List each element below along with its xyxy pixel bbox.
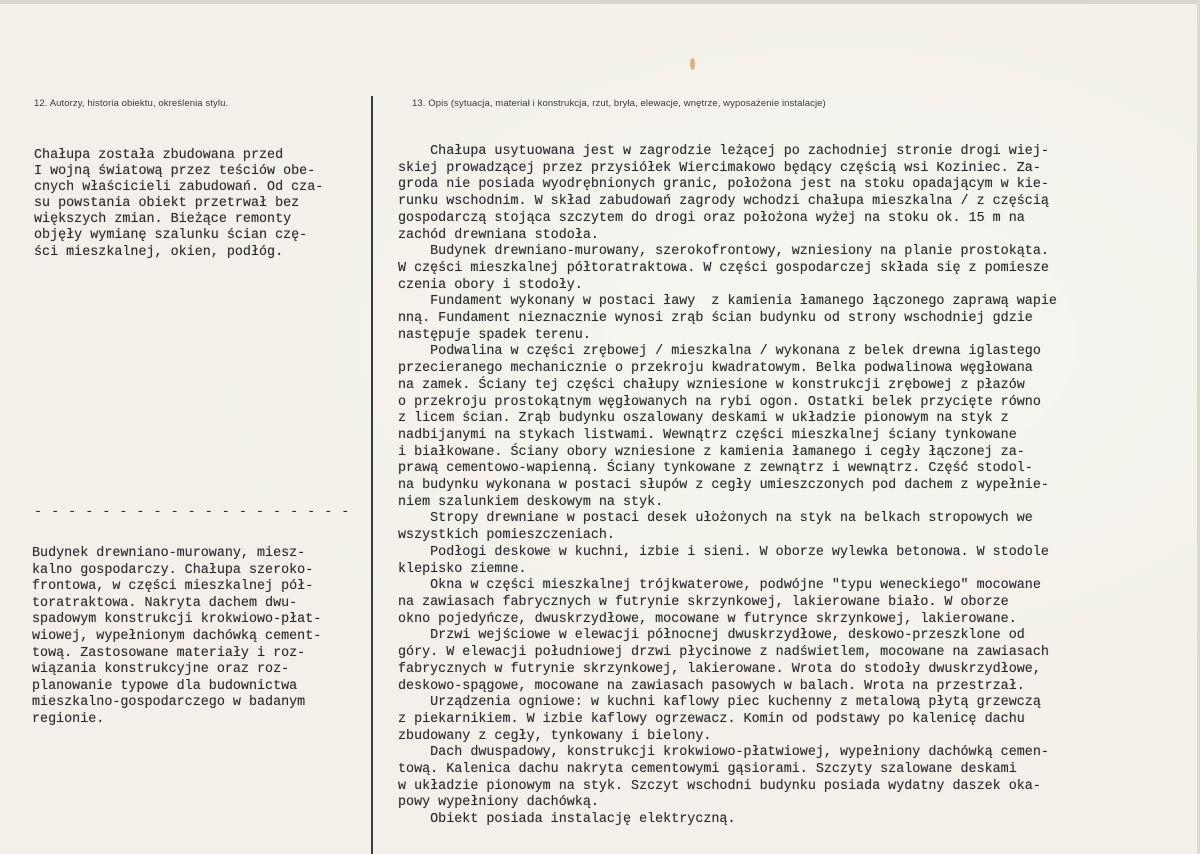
ink-stain [690, 58, 695, 70]
style-definition-text: Budynek drewniano-murowany, miesz- kalno gospodarczy. Chałupa szeroko- frontowa, w części mieszkalnej pół- toratraktowa. Nakryta dachem dwu- spadowym konstrukcji krokwiowo-płat- wiowej, wypełnionym dachówką cement- tową. Zastosowane materiały i roz- wiązania konstrukcyjne oraz roz- planowanie typowe dla budownictwa mieszkalno-gospodarczego w badanym regionie. [32, 546, 322, 727]
section-13-header: 13. Opis (sytuacja, materiał i konstrukcja, rzut, bryła, elewacje, wnętrze, wyposażenie instalacje) [412, 98, 826, 109]
column-divider [371, 96, 373, 854]
dashed-separator: - - - - - - - - - - - - - - - - - - - [34, 505, 350, 520]
object-history-text: Chałupa została zbudowana przed I wojną światową przez teściów obe- cnych właścicieli zabudowań. Od cza- su powstania obiekt przetrwał bez większych zmian. Bieżące remonty objęły wymianę szalunku ścian czę- ści mieszkalnej, okien, podłóg. [34, 148, 324, 260]
section-12-header: 12. Autorzy, historia obiektu, określenia stylu. [34, 98, 229, 109]
building-description-text: Chałupa usytuowana jest w zagrodzie leżącej po zachodniej stronie drogi wiej- skiej prowadzącej przez przysiółek Wiercimakowo będący częścią wsi Koziniec. Za- groda nie posiada wyodrębnionych granic, położona jest na stoku opadającym w kie- runku wschodnim. W skład zabudowań zagrody wchodzi chałupa mieszkalna / z częścią gospodarczą stojąca szczytem do drogi oraz położona wyżej na stoku ok. 15 m na zachód drewniana stodoła. Budynek drewniano-murowany, szerokofrontowy, wzniesiony na planie prostokąta. W części mieszkalnej półtoratraktowa. W części gospodarczej składa się z pomiesze czenia obory i stodoły. Fundament wykonany w postaci ławy z kamienia łamanego łączonego zaprawą wapie nną. Fundament nieznacznie wynosi zrąb ścian budynku od strony wschodniej gdzie następuje spadek terenu. Podwalina w części zrębowej / mieszkalna / wykonana z belek drewna iglastego przecieranego mechanicznie o przekroju kwadratowym. Belka podwalinowa węgłowana na zamek. Ściany tej części chałupy wzniesione w konstrukcji zrębowej z płazów o przekroju prostokątnym węgłowanych na rybi ogon. Ostatki belek przycięte równo z licem ścian. Zrąb budynku oszalowany deskami w układzie pionowym na styk z nadbijanymi na stykach listwami. Wewnątrz części mieszkalnej ściany tynkowane i białkowane. Ściany obory wzniesione z kamienia łamanego i cegły łączonej za- prawą cementowo-wapienną. Ściany tynkowane z zewnątrz i wewnątrz. Część stodol- na budynku wykonana w postaci słupów z cegły umieszczonych pod dachem z wypełnie- niem szalunkiem deskowym na styk. Stropy drewniane w postaci desek ułożonych na styk na belkach stropowych we wszystkich pomieszczeniach. Podłogi deskowe w kuchni, izbie i sieni. W oborze wylewka betonowa. W stodole klepisko ziemne. Okna w części mieszkalnej trójkwaterowe, podwójne "typu weneckiego" mocowane na zawiasach fabrycznych w futrynie skrzynkowej, lakierowane biało. W oborze okno pojedyńcze, dwuskrzydłowe, mocowane w futrynce skrzynkowej, lakierowane. Drzwi wejściowe w elewacji północnej dwuskrzydłowe, deskowo-przeszklone od góry. W elewacji południowej drzwi płycinowe z nadświetlem, mocowane na zawiasach fabrycznych w futrynie skrzynkowej, lakierowane. Wrota do stodoły dwuskrzydłowe, deskowo-spągowe, mocowane na zawiasach pasowych w balach. Wrota na przestrzał. Urządzenia ogniowe: w kuchni kaflowy piec kuchenny z metalową płytą grzewczą z piekarnikiem. W izbie kaflowy ogrzewacz. Komin od podstawy po kalenicę dachu zbudowany z cegły, tynkowany i bielony. Dach dwuspadowy, konstrukcji krokwiowo-płatwiowej, wypełniony dachówką cemen- tową. Kalenica dachu nakryta cementowymi gąsiorami. Szczyty szalowane deskami w układzie pionowym na styk. Szczyt wschodni budynku posiada wydatny daszek oka- powy wypełniony dachówką. Obiekt posiada instalację elektryczną. [398, 144, 1057, 828]
page-top-edge [0, 0, 1200, 4]
